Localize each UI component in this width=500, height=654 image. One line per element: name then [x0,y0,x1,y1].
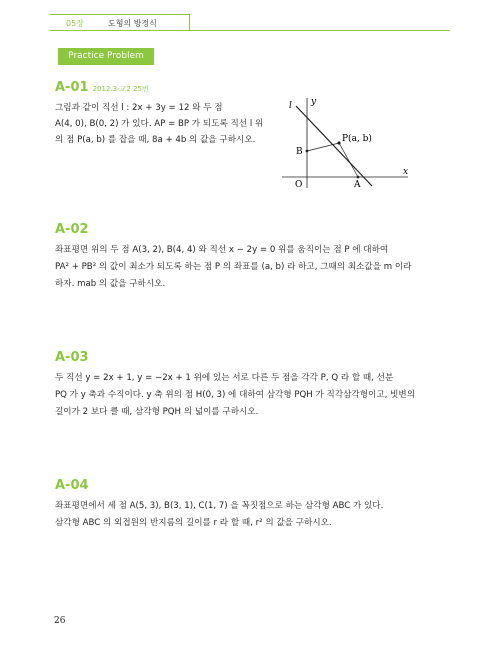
label-b: B [296,147,303,157]
problem-a02-heading [55,222,89,237]
problem-id: A-03 [55,350,89,365]
problem-a04-line-2: 삼각형 ABC 의 외접원의 반지름의 길이를 r 라 할 때, r² 의 값을 구하시오. [55,518,332,528]
point-b [306,150,309,153]
problem-id: A-04 [55,478,89,493]
problem-a01-line-3: 의 점 P(a, b) 를 잡을 때, 8a + 4b 의 값을 구하시오. [55,135,256,145]
label-l: l [289,101,292,111]
problem-a02-line-1: 좌표평면 위의 두 점 A(3, 2), B(4, 4) 와 직선 x − 2y = 0 위를 움직이는 점 P 에 대하여 [55,245,389,255]
label-o: O [295,180,303,190]
problem-id: A-01 [55,80,89,95]
chapter-number: 05장 [66,19,84,28]
coordinate-diagram [282,98,412,198]
problem-a03-line-1: 두 직선 y = 2x + 1, y = −2x + 1 위에 있는 서로 다른 두 점을 각각 P, Q 라 할 때, 선분 [55,373,394,383]
segment-ap [339,143,358,177]
point-p [337,141,340,144]
label-p: P(a, b) [342,134,372,144]
section-label: Practice Problem [58,48,154,65]
label-y: y [311,98,317,107]
label-a: A [354,180,361,190]
problem-a03-heading [55,350,89,365]
problem-a03-line-2: PQ 가 y 축과 수직이다. y 축 위의 점 H(0, 3) 에 대하여 삼각형 PQH 가 직각삼각형이고, 빗변의 [55,390,416,400]
problem-id: A-02 [55,222,89,237]
problem-a01-figure [282,98,412,198]
problem-a01-heading [55,80,149,95]
problem-source: 2012.3-교2 25번 [92,85,149,93]
point-a [357,176,360,179]
problem-a04-heading [55,478,89,493]
problem-a01-line-1: 그림과 같이 직선 l : 2x + 3y = 12 와 두 점 [55,103,223,113]
header-rule [50,30,450,31]
problem-a04-line-1: 좌표평면에서 세 점 A(5, 3), B(3, 1), C(1, 7) 을 꼭짓점으로 하는 삼각형 ABC 가 있다. [55,501,384,511]
chapter-title: 도형의 방정식 [108,19,157,28]
problem-a01-line-2: A(4, 0), B(0, 2) 가 있다. AP = BP 가 되도록 직선 l 위 [55,119,264,129]
problem-a02-line-3: 하자. mab 의 값을 구하시오. [55,279,166,289]
problem-a03-line-3: 길이가 2 보다 클 때, 삼각형 PQH 의 넓이를 구하시오. [55,407,259,417]
page-number: 26 [54,616,66,626]
label-x: x [403,167,409,177]
problem-a02-line-2: PA² + PB² 의 값이 최소가 되도록 하는 점 P 의 좌표를 (a, b) 라 하고, 그때의 최소값을 m 이라 [55,262,412,272]
